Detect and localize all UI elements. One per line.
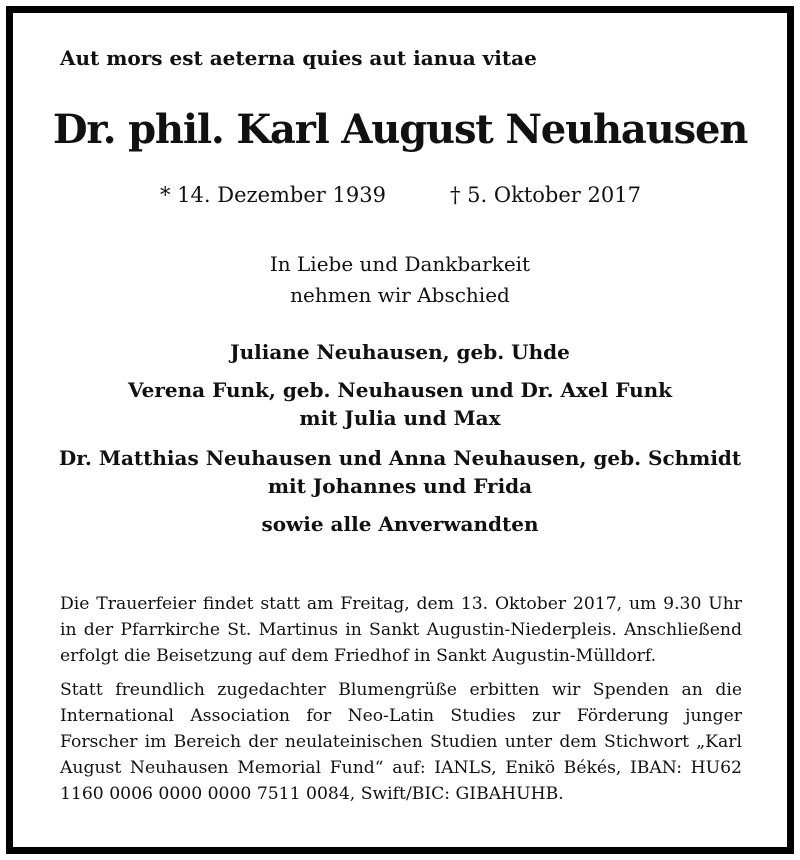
farewell-line-2: nehmen wir Abschied xyxy=(290,283,510,307)
farewell-line-1: In Liebe und Dankbarkeit xyxy=(269,252,531,276)
ceremony-paragraph: Die Trauerfeier findet statt am Freitag, dem 13. Oktober 2017, um 9.30 Uhr in der Pfarrkirche St. Martinus in Sankt Augustin-Niederpleis. Anschließend erfolgt die Beisetzung auf dem Friedhof in Sankt Augustin-Mülldorf. xyxy=(60,594,742,666)
mourner-widow: Juliane Neuhausen, geb. Uhde xyxy=(230,340,570,364)
mourner-son: Dr. Matthias Neuhausen und Anna Neuhausen, geb. Schmidt xyxy=(58,446,742,470)
mourner-grandchildren-1: mit Julia und Max xyxy=(299,406,501,430)
mourner-daughter: Verena Funk, geb. Neuhausen und Dr. Axel Funk xyxy=(127,378,673,402)
donation-paragraph: Statt freundlich zugedachter Blumengrüße erbitten wir Spenden an die International Association for Neo-Latin Studies zur Förderung junger Forscher im Bereich der neulateinischen Studien unter dem Stichwort „Karl August Neuhausen Memorial Fund“ auf: IANLS, Enikö Békés, IBAN: HU62 1160 0006 0000 0000 7511 0084, Swift/BIC: GIBAHUHB. xyxy=(60,680,742,804)
death-date: † 5. Oktober 2017 xyxy=(450,183,641,207)
motto: Aut mors est aeterna quies aut ianua vitae xyxy=(60,46,537,70)
mourner-relatives: sowie alle Anverwandten xyxy=(261,512,539,536)
birth-date: * 14. Dezember 1939 xyxy=(160,183,386,207)
deceased-name: Dr. phil. Karl August Neuhausen xyxy=(52,106,748,153)
mourner-grandchildren-2: mit Johannes und Frida xyxy=(267,474,533,498)
